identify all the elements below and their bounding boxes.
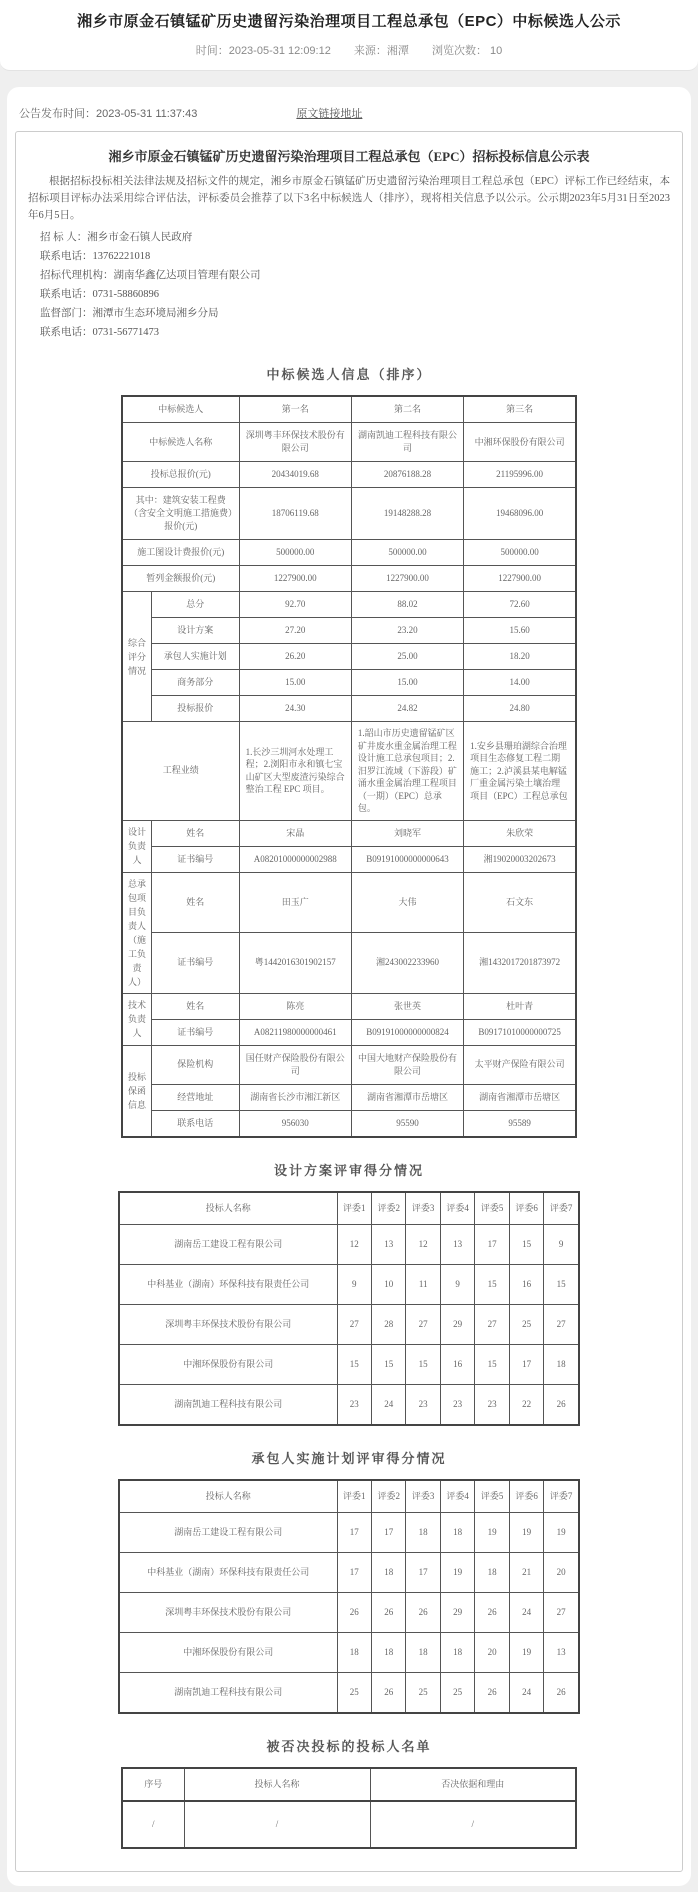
design-scores-table [118, 1191, 580, 1426]
value-cell: 26 [475, 1592, 509, 1632]
agency-phone-line: 联系电话：0731-58860896 [40, 289, 159, 300]
table-row [122, 592, 576, 618]
value-cell: 26 [371, 1672, 405, 1713]
value-cell: 15 [371, 1344, 405, 1384]
value-cell: 25 [440, 1672, 474, 1713]
total-bid: 20434019.68 [239, 462, 351, 488]
value-cell: 15 [509, 1224, 543, 1264]
person-name: 陈亮 [239, 993, 351, 1019]
table-row [119, 1384, 579, 1425]
table-row [119, 1552, 579, 1592]
table-row [119, 1344, 579, 1384]
value-cell: 18 [371, 1632, 405, 1672]
column-header: 评委4 [440, 1192, 474, 1225]
column-header: 评委3 [406, 1192, 440, 1225]
insurer-phone: 95590 [351, 1110, 463, 1137]
value-cell: 18 [440, 1632, 474, 1672]
meta-time: 时间：2023-05-31 12:09:12 [195, 45, 331, 57]
value-cell: 18 [406, 1632, 440, 1672]
table-header-row [119, 1192, 579, 1225]
row-first-cell: 湖南凯迪工程科技有限公司 [119, 1672, 337, 1713]
row-label: 工程业绩 [122, 722, 239, 821]
column-header: 否决依据和理由 [370, 1768, 576, 1801]
person-name: 大伟 [351, 872, 463, 933]
score-value: 88.02 [351, 592, 463, 618]
value-cell: 19 [509, 1632, 543, 1672]
row-label: 施工图设计费报价(元) [122, 540, 239, 566]
person-row-label: 姓名 [152, 993, 240, 1019]
insurer-address: 湖南省湘潭市岳塘区 [351, 1084, 463, 1110]
table-row [119, 1672, 579, 1713]
column-header: 评委5 [475, 1480, 509, 1513]
score-value: 24.82 [351, 696, 463, 722]
value-cell: 26 [544, 1384, 579, 1425]
document-title: 湘乡市原金石镇锰矿历史遗留污染治理项目工程总承包（EPC）招标投标信息公示表 [108, 149, 590, 164]
design-scores-title: 设计方案评审得分情况 [273, 1162, 424, 1178]
insurer-name: 中国大地财产保险股份有限公司 [351, 1045, 463, 1084]
table-row [122, 540, 576, 566]
value-cell: 23 [337, 1384, 371, 1425]
guarantee-row-label: 联系电话 [152, 1110, 240, 1137]
table-row [122, 1110, 576, 1137]
table-row [122, 618, 576, 644]
value-cell: 25 [337, 1672, 371, 1713]
value-cell: 22 [509, 1384, 543, 1425]
page-title: 湘乡市原金石镇锰矿历史遗留污染治理项目工程总承包（EPC）中标候选人公示 [77, 13, 621, 30]
score-row-label: 商务部分 [152, 670, 240, 696]
value-cell: / [184, 1801, 370, 1848]
rejected-bidders-table [121, 1767, 577, 1849]
rank-header: 第一名 [239, 396, 351, 423]
rank-header: 第三名 [464, 396, 576, 423]
score-value: 15.60 [464, 618, 576, 644]
person-row-label: 证书编号 [152, 933, 240, 994]
value-cell: 13 [544, 1632, 579, 1672]
value-cell: 28 [371, 1304, 405, 1344]
column-header: 评委2 [371, 1480, 405, 1513]
value-cell: 17 [475, 1224, 509, 1264]
value-cell: 25 [509, 1304, 543, 1344]
rank-header: 第二名 [351, 396, 463, 423]
value-cell: 10 [371, 1264, 405, 1304]
supervisor-line: 监督部门：湘潭市生态环境局湘乡分局 [40, 308, 219, 319]
certificate-no: B09191000000000824 [351, 1019, 463, 1045]
table-header-row [119, 1480, 579, 1513]
row-first-cell: / [122, 1801, 184, 1848]
tenderer-phone-line: 联系电话：13762221018 [40, 251, 151, 262]
meta-line [20, 42, 678, 58]
certificate-no: A08211980000000461 [239, 1019, 351, 1045]
document-box [15, 131, 683, 1872]
column-header: 评委7 [544, 1480, 579, 1513]
insurer-address: 湖南省长沙市湘江新区 [239, 1084, 351, 1110]
value-cell: 24 [371, 1384, 405, 1425]
value-cell: 9 [440, 1264, 474, 1304]
column-header: 评委1 [337, 1480, 371, 1513]
value-cell: 17 [371, 1512, 405, 1552]
insurer-phone: 95589 [464, 1110, 576, 1137]
column-header: 投标人名称 [184, 1768, 370, 1801]
table-row [119, 1512, 579, 1552]
column-header: 评委7 [544, 1192, 579, 1225]
construction-fee: 18706119.68 [239, 488, 351, 540]
column-header: 评委6 [509, 1192, 543, 1225]
document-intro: 根据招标投标相关法律法规及招标文件的规定，湘乡市原金石镇锰矿历史遗留污染治理项目工程总承包（EPC）评标工作已经结束，本招标项目评标办法采用综合评估法，评标委员会推荐了以下3名中标候选人（排序），现将相关信息予以公示。公示期2023年5月31日至2023年6月5日。 [28, 176, 670, 221]
person-row-label: 姓名 [152, 872, 240, 933]
value-cell: 13 [440, 1224, 474, 1264]
value-cell: 9 [544, 1224, 579, 1264]
insurer-address: 湖南省湘潭市岳塘区 [464, 1084, 576, 1110]
table-row [122, 566, 576, 592]
score-value: 27.20 [239, 618, 351, 644]
construction-fee: 19468096.00 [464, 488, 576, 540]
person-name: 田玉广 [239, 872, 351, 933]
score-value: 24.30 [239, 696, 351, 722]
person-row-label: 证书编号 [152, 1019, 240, 1045]
guarantee-group-label: 投标保函信息 [122, 1045, 152, 1137]
row-first-cell: 深圳粤丰环保技术股份有限公司 [119, 1304, 337, 1344]
value-cell: 27 [544, 1592, 579, 1632]
value-cell: 18 [371, 1552, 405, 1592]
score-value: 15.00 [239, 670, 351, 696]
table-row [122, 423, 576, 462]
rejected-section-title: 被否决投标的投标人名单 [266, 1738, 432, 1754]
score-row-label: 设计方案 [152, 618, 240, 644]
table-row [122, 1045, 576, 1084]
certificate-no: 湘19020003202673 [464, 846, 576, 872]
column-header: 序号 [122, 1768, 184, 1801]
publish-time: 公告发布时间：2023-05-31 11:37:43 [19, 108, 198, 120]
meta-views: 浏览次数： 10 [431, 45, 503, 57]
table-row [122, 722, 576, 821]
value-cell: 27 [475, 1304, 509, 1344]
person-name: 张世英 [351, 993, 463, 1019]
supervisor-phone-line: 联系电话：0731-56771473 [40, 327, 159, 338]
certificate-no: B09171010000000725 [464, 1019, 576, 1045]
announcement-header [0, 0, 698, 71]
value-cell: 17 [337, 1512, 371, 1552]
value-cell: 12 [406, 1224, 440, 1264]
row-first-cell: 湖南岳工建设工程有限公司 [119, 1224, 337, 1264]
table-row [122, 488, 576, 540]
score-value: 18.20 [464, 644, 576, 670]
table-row [122, 1084, 576, 1110]
design-fee: 500000.00 [351, 540, 463, 566]
guarantee-row-label: 保险机构 [152, 1045, 240, 1084]
score-value: 15.00 [351, 670, 463, 696]
table-row [119, 1304, 579, 1344]
person-group-label: 总承包项目负责人（施工负责人） [122, 872, 152, 993]
value-cell: 26 [544, 1672, 579, 1713]
candidate-name: 中湘环保股份有限公司 [464, 423, 576, 462]
person-name: 杜叶青 [464, 993, 576, 1019]
value-cell: 25 [406, 1672, 440, 1713]
table-row [122, 993, 576, 1019]
value-cell: 13 [371, 1224, 405, 1264]
value-cell: 19 [475, 1512, 509, 1552]
row-first-cell: 湖南岳工建设工程有限公司 [119, 1512, 337, 1552]
table-row [122, 1019, 576, 1045]
score-group-label: 综合评分情况 [122, 592, 152, 722]
origin-link[interactable]: 原文链接地址 [296, 108, 363, 120]
row-first-cell: 中科基业（湖南）环保科技有限责任公司 [119, 1264, 337, 1304]
value-cell: 18 [475, 1552, 509, 1592]
table-row [122, 872, 576, 933]
row-first-cell: 中湘环保股份有限公司 [119, 1632, 337, 1672]
value-cell: 17 [406, 1552, 440, 1592]
row-first-cell: 湖南凯迪工程科技有限公司 [119, 1384, 337, 1425]
score-value: 26.20 [239, 644, 351, 670]
design-fee: 500000.00 [239, 540, 351, 566]
value-cell: 15 [544, 1264, 579, 1304]
table-header-row [122, 1768, 576, 1801]
row-label: 其中：建筑安装工程费（含安全文明施工措施费）报价(元) [122, 488, 239, 540]
value-cell: 27 [406, 1304, 440, 1344]
value-cell: 19 [509, 1512, 543, 1552]
value-cell: 24 [509, 1672, 543, 1713]
value-cell: 12 [337, 1224, 371, 1264]
insurer-name: 太平财产保险有限公司 [464, 1045, 576, 1084]
row-first-cell: 中科基业（湖南）环保科技有限责任公司 [119, 1552, 337, 1592]
column-header: 投标人名称 [119, 1192, 337, 1225]
score-row-label: 投标报价 [152, 696, 240, 722]
score-value: 25.00 [351, 644, 463, 670]
column-header: 评委1 [337, 1192, 371, 1225]
corner-label: 中标候选人 [122, 396, 239, 423]
candidates-section-title: 中标候选人信息（排序） [266, 367, 432, 382]
value-cell: 11 [406, 1264, 440, 1304]
table-row [122, 820, 576, 846]
provisional-sum: 1227900.00 [351, 566, 463, 592]
row-first-cell: 中湘环保股份有限公司 [119, 1344, 337, 1384]
agency-line: 招标代理机构：湖南华鑫亿达项目管理有限公司 [40, 270, 261, 281]
value-cell: 20 [544, 1552, 579, 1592]
publish-line [15, 97, 683, 131]
table-row [122, 696, 576, 722]
content-card [7, 87, 691, 1886]
table-row [122, 1801, 576, 1848]
table-row [119, 1264, 579, 1304]
certificate-no: B09191000000000643 [351, 846, 463, 872]
column-header: 评委3 [406, 1480, 440, 1513]
value-cell: 23 [475, 1384, 509, 1425]
row-first-cell: 深圳粤丰环保技术股份有限公司 [119, 1592, 337, 1632]
value-cell: 21 [509, 1552, 543, 1592]
table-row [122, 462, 576, 488]
table-row [122, 396, 576, 423]
value-cell: 27 [544, 1304, 579, 1344]
value-cell: 24 [509, 1592, 543, 1632]
certificate-no: 湘1432017201873972 [464, 933, 576, 994]
person-name: 朱欣荣 [464, 820, 576, 846]
column-header: 投标人名称 [119, 1480, 337, 1513]
row-label: 中标候选人名称 [122, 423, 239, 462]
value-cell: 16 [509, 1264, 543, 1304]
value-cell: / [370, 1801, 576, 1848]
achievement-cell: 1.长沙三圳河水处理工程；2.浏阳市永和镇七宝山矿区大型废渣污染综合整治工程 EPC 项目。 [239, 722, 351, 821]
value-cell: 15 [475, 1344, 509, 1384]
score-value: 92.70 [239, 592, 351, 618]
score-value: 14.00 [464, 670, 576, 696]
design-fee: 500000.00 [464, 540, 576, 566]
table-row [119, 1592, 579, 1632]
person-name: 刘晓军 [351, 820, 463, 846]
value-cell: 18 [544, 1344, 579, 1384]
value-cell: 23 [440, 1384, 474, 1425]
person-row-label: 姓名 [152, 820, 240, 846]
value-cell: 16 [440, 1344, 474, 1384]
value-cell: 18 [440, 1512, 474, 1552]
person-group-label: 技术负责人 [122, 993, 152, 1045]
contact-info [40, 228, 672, 342]
certificate-no: 湘243002233960 [351, 933, 463, 994]
score-value: 72.60 [464, 592, 576, 618]
person-name: 宋晶 [239, 820, 351, 846]
value-cell: 19 [544, 1512, 579, 1552]
column-header: 评委2 [371, 1192, 405, 1225]
value-cell: 15 [337, 1344, 371, 1384]
value-cell: 9 [337, 1264, 371, 1304]
score-value: 24.80 [464, 696, 576, 722]
candidates-table [121, 395, 577, 1138]
value-cell: 15 [406, 1344, 440, 1384]
column-header: 评委4 [440, 1480, 474, 1513]
value-cell: 20 [475, 1632, 509, 1672]
score-value: 23.20 [351, 618, 463, 644]
value-cell: 29 [440, 1304, 474, 1344]
value-cell: 17 [337, 1552, 371, 1592]
person-row-label: 证书编号 [152, 846, 240, 872]
table-row [119, 1632, 579, 1672]
value-cell: 27 [337, 1304, 371, 1344]
table-row [122, 644, 576, 670]
column-header: 评委6 [509, 1480, 543, 1513]
table-row [122, 670, 576, 696]
plan-scores-table [118, 1479, 580, 1714]
insurer-name: 国任财产保险股份有限公司 [239, 1045, 351, 1084]
value-cell: 26 [337, 1592, 371, 1632]
value-cell: 18 [337, 1632, 371, 1672]
total-bid: 21195996.00 [464, 462, 576, 488]
person-group-label: 设计负责人 [122, 820, 152, 872]
row-label: 投标总报价(元) [122, 462, 239, 488]
column-header: 评委5 [475, 1192, 509, 1225]
person-name: 石文东 [464, 872, 576, 933]
provisional-sum: 1227900.00 [464, 566, 576, 592]
value-cell: 15 [475, 1264, 509, 1304]
achievement-cell: 1.韶山市历史遗留锰矿区矿井废水重金属治理工程设计施工总承包项目；2.汨罗江流域（下游段）矿涌水重金属治理工程项目（一期）（EPC）总承包。 [351, 722, 463, 821]
table-row [122, 933, 576, 994]
provisional-sum: 1227900.00 [239, 566, 351, 592]
guarantee-row-label: 经营地址 [152, 1084, 240, 1110]
certificate-no: 粤1442016301902157 [239, 933, 351, 994]
candidate-name: 深圳粤丰环保技术股份有限公司 [239, 423, 351, 462]
value-cell: 26 [406, 1592, 440, 1632]
meta-source: 来源：湘潭 [353, 45, 409, 57]
table-row [119, 1224, 579, 1264]
candidate-name: 湖南凯迪工程科技有限公司 [351, 423, 463, 462]
value-cell: 26 [475, 1672, 509, 1713]
tenderer-line: 招 标 人：湘乡市金石镇人民政府 [40, 232, 193, 243]
value-cell: 26 [371, 1592, 405, 1632]
plan-scores-title: 承包人实施计划评审得分情况 [251, 1450, 447, 1466]
table-row [122, 846, 576, 872]
value-cell: 29 [440, 1592, 474, 1632]
score-row-label: 承包人实施计划 [152, 644, 240, 670]
value-cell: 19 [440, 1552, 474, 1592]
achievement-cell: 1.安乡县珊珀湖综合治理项目生态修复工程二期施工；2.泸溪县某电解锰厂重金属污染土壤治理项目（EPC）工程总承包 [464, 722, 576, 821]
score-row-label: 总分 [152, 592, 240, 618]
insurer-phone: 956030 [239, 1110, 351, 1137]
value-cell: 23 [406, 1384, 440, 1425]
certificate-no: A08201000000002988 [239, 846, 351, 872]
total-bid: 20876188.28 [351, 462, 463, 488]
value-cell: 17 [509, 1344, 543, 1384]
row-label: 暂列金额报价(元) [122, 566, 239, 592]
value-cell: 18 [406, 1512, 440, 1552]
construction-fee: 19148288.28 [351, 488, 463, 540]
